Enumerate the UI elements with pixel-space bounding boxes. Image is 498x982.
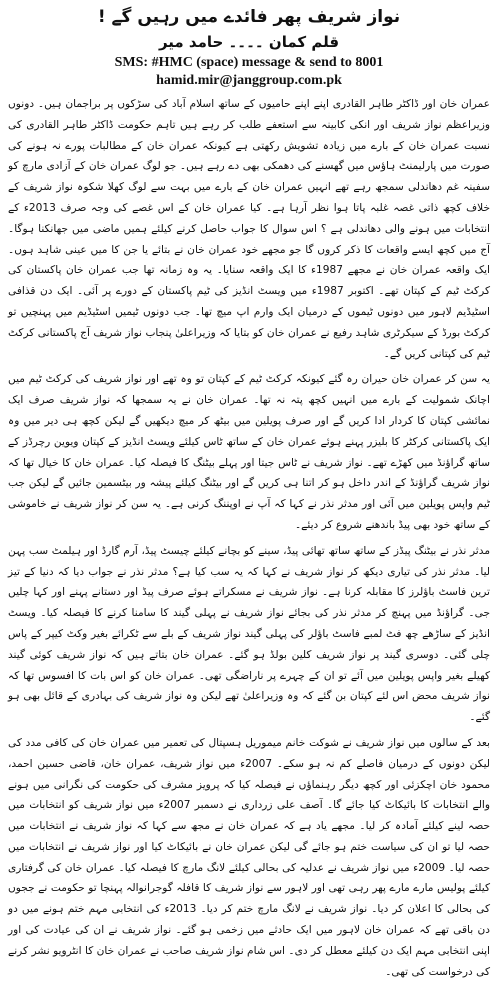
- column-byline: قلم کمان ۔۔۔۔ حامد میر: [158, 33, 340, 51]
- sms-instruction: SMS: #HMC (space) message & send to 8001: [114, 55, 384, 70]
- body-paragraph-3: مدثر نذر نے بیٹنگ پیڈز کے ساتھ ساتھ تھائی پیڈ، سینے کو بچانے کیلئے چیسٹ پیڈ، آرم گارڈ اور ہیلمٹ سب پہن لیا۔ مدثر نذر کی تیاری دیکھ کر نواز شریف نے کہا کہ یہ سب کیا ہے؟ مدثر نذر نے جواب دیا کہ دنیا کے تیز ترین فاسٹ باؤلرز کا مقابلہ کرنا ہے۔ نواز شریف نے مسکراتے ہوئے صرف پیڈ اور دستانے پہنے اور کہا چلیں جی۔ گراؤنڈ میں پہنچ کر مدثر نذر کی بجائے نواز شریف نے پہلی گیند کا سامنا کرنے کا فیصلہ کیا۔ ویسٹ انڈیز کے ساڑھے چھ فٹ لمبے فاسٹ باؤلر کی پہلی گیند نواز شریف کے بلے سے ٹکرائے بغیر وکٹ کیپر کے پاس چلی گئی۔ دوسری گیند پر نواز شریف کلین بولڈ ہو گئے۔ عمران خان بتاتے ہیں کہ نواز شریف کوئی گیند کھیلے بغیر واپس پویلین میں آئے تو ان کے چہرے پر ناراضگی تھی۔ عمران خان کو اس بات کا افسوس تھا کہ نواز شریف محض اس لئے کپتان بن گئے کہ وہ وزیراعلیٰ تھے لیکن وہ نواز شریف کی بہادری کے قائل بھی ہو گئے۔: [8, 544, 490, 724]
- article-body: [8, 94, 490, 982]
- body-paragraph-1: عمران خان اور ڈاکٹر طاہر القادری اپنے اپنے حامیوں کے ساتھ اسلام آباد کی سڑکوں پر براجمان ہیں۔ دونوں وزیراعظم نواز شریف اور انکی کابینہ سے استعفے طلب کر رہے ہیں تاہم حکومت ڈاکٹر طاہر القادری کی نسبت عمران خان کے بارے میں زیادہ تشویش رکھتی ہے کیونکہ عمران خان کے مطالبات پورے نہ ہونے کی صورت میں پارلیمنٹ ہاؤس میں گھسنے کی دھمکی بھی دے رہے ہیں۔ جو لوگ عمران خان کے آزادی مارچ کو سفینہ غم دھاندلی سمجھ رہے تھے انہیں عمران خان کے بارے میں بہت سے لوگ کھلا شکوہ نواز شریف کے خلاف کچھ ذاتی غصہ غلبہ پاتا ہوا نظر آرہا ہے۔ کیا عمران خان کے اس غصے کی وجہ صرف 2013ء کے انتخابات میں ہونے والی دھاندلی ہے ؟ اس سوال کا جواب حاصل کرنے کیلئے ہمیں ماضی میں جھانکنا ہوگا۔ آج میں کچھ ایسے واقعات کا ذکر کروں گا جو مجھے خود عمران خان نے بتائے یا جن کا میں عینی شاہد ہوں۔ ایک واقعہ عمران خان نے مجھے 1987ء کا ایک واقعہ سنایا۔ یہ وہ زمانہ تھا جب عمران خان پاکستان کی کرکٹ ٹیم کے کپتان تھے۔ اکتوبر 1987ء میں ویسٹ انڈیز کی ٹیم پاکستان کے دورے پر آئی۔ ایک دن قذافی اسٹیڈیم لاہور میں دونوں ٹیموں کے درمیان ایک وارم اپ میچ تھا۔ جب دونوں ٹیمیں اسٹیڈیم میں پہنچیں تو کرکٹ بورڈ کے سیکرٹری شاہد رفیع نے عمران خان کو بتایا کہ وزیراعلیٰ پنجاب نواز شریف آج پاکستانی کرکٹ ٹیم کی کپتانی کریں گے۔: [8, 98, 490, 360]
- article-title: نواز شریف پھر فائدے میں رہیں گے !: [97, 7, 401, 27]
- body-paragraph-4: بعد کے سالوں میں نواز شریف نے شوکت خانم میموریل ہسپتال کی تعمیر میں عمران خان کی کافی مدد کی لیکن دونوں کے درمیان فاصلے کم نہ ہو سکے۔ 2007ء میں نواز شریف، عمران خان، قاضی حسین احمد، محمود خان اچکزئی اور کچھ دیگر رہنماؤں نے فیصلہ کیا کہ پرویز مشرف کی حکومت کی نگرانی میں ہونے والے انتخابات کا بائیکاٹ کیا جائے گا۔ آصف علی زرداری نے دسمبر 2007ء میں نواز شریف کو انتخابات میں حصہ لینے کیلئے آمادہ کر لیا۔ مجھے یاد ہے کہ عمران خان نے مجھ سے کہا کہ نواز شریف نے انتخابات میں حصہ لیا تو ان کی سیاست ختم ہو جائے گی لیکن عمران خان نے بائیکاٹ کیا اور نواز شریف نے انتخابات میں حصہ لیا۔ 2009ء میں نواز شریف نے عدلیہ کی بحالی کیلئے لانگ مارچ کا فیصلہ کیا۔ عمران خان کی گرفتاری کیلئے پولیس مارے مارے پھر رہی تھی اور لاہور سے نواز شریف کا قافلہ گوجرانوالہ پہنچا تو حکومت نے ججوں کی بحالی کا اعلان کر دیا۔ نواز شریف نے لانگ مارچ ختم کر دیا۔ 2013ء کی انتخابی مہم ختم ہونے میں دو دن باقی تھے کہ عمران خان لاہور میں ایک حادثے میں زخمی ہو گئے۔ نواز شریف نے ان کی عیادت کی اور اپنی انتخابی مہم ایک دن کیلئے معطل کر دی۔ اس شام نواز شریف صاحب نے عمران خان کا انٹرویو نشر کرنے کی درخواست کی تھی۔: [8, 736, 491, 978]
- author-email: hamid.mir@janggroup.com.pk: [156, 73, 342, 88]
- body-paragraph-2: یہ سن کر عمران خان حیران رہ گئے کیونکہ کرکٹ ٹیم کے کپتان تو وہ تھے اور نواز شریف کی کرکٹ ٹیم میں اچانک شمولیت کے بارے میں انہیں کچھ پتہ نہ تھا۔ عمران خان نے یہ سمجھا کہ نواز شریف صرف ایک نمائشی کپتان کا کردار ادا کریں گے اور صرف پویلین میں بیٹھ کر میچ دیکھیں گے لیکن کچھ ہی دیر میں وہ ایک پاکستانی کرکٹر کا بلیزر پہنے ہوئے عمران خان کے ساتھ ٹاس کیلئے ویسٹ انڈیز کے کپتان ویوین رچرڈز کے ساتھ گراؤنڈ میں کھڑے تھے۔ نواز شریف نے ٹاس جیتا اور پہلے بیٹنگ کا فیصلہ کیا۔ عمران خان کا خیال تھا کہ نواز شریف گراؤنڈ کے اندر داخل ہو کر اتنا ہی کریں گے اور بیٹنگ کیلئے پیشہ ور بیٹسمین جائیں گے لیکن جب ٹیم واپس پویلین میں آئی اور مدثر نذر نے کہا کہ آپ نے اوپننگ کرنی ہے۔ یہ سن کر نواز شریف نے خاموشی کے ساتھ خود بھی پیڈ باندھنے شروع کر دیئے۔: [8, 373, 490, 531]
